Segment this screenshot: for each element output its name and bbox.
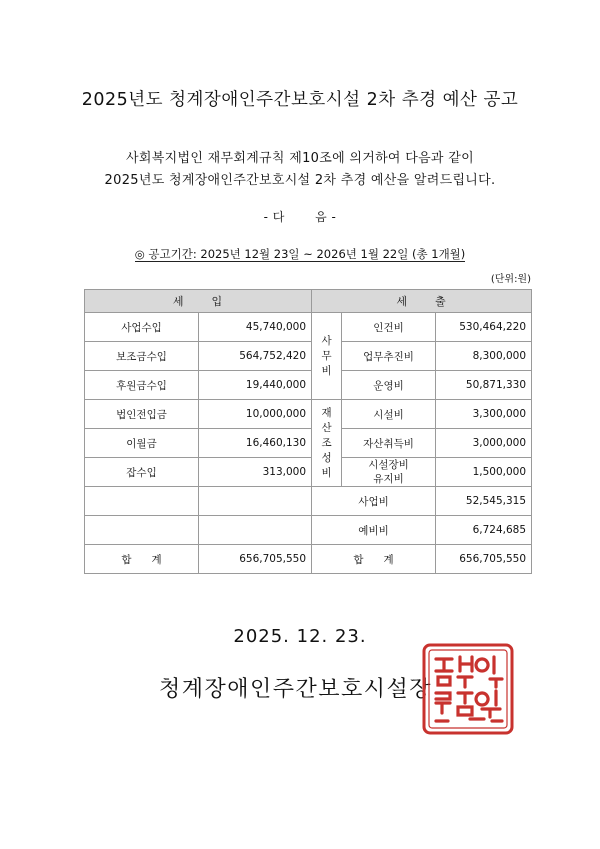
table-row: [85, 429, 532, 458]
table-row: [85, 458, 532, 487]
expense-label: 운영비: [342, 371, 436, 400]
expense-amount: 52,545,315: [436, 487, 532, 516]
expense-total-amount: 656,705,550: [436, 545, 532, 574]
income-header: 세 입: [85, 290, 312, 313]
notice-date: 2025. 12. 23.: [233, 626, 367, 647]
expense-amount: 530,464,220: [436, 313, 532, 342]
empty-cell: [199, 516, 312, 545]
table-row: [85, 400, 532, 429]
expense-label-line: 유지비: [373, 473, 404, 485]
group-char: 사: [321, 334, 332, 347]
group-char: 무: [321, 349, 332, 362]
expense-label: [342, 458, 436, 487]
table-row: [85, 313, 532, 342]
total-row: [85, 545, 532, 574]
expense-total-label: 합 계: [312, 545, 436, 574]
table-row: [85, 371, 532, 400]
income-amount: 313,000: [199, 458, 312, 487]
empty-cell: [85, 516, 199, 545]
group-char: 조: [321, 436, 332, 449]
table-row: [85, 342, 532, 371]
income-label: 법인전입금: [85, 400, 199, 429]
organization-name: 청계장애인주간보호시설장: [159, 677, 433, 702]
intro-line-1: 사회복지법인 재무회계규칙 제10조에 의거하여 다음과 같이: [126, 151, 474, 166]
group-char: 비: [321, 364, 332, 377]
table-row: [85, 516, 532, 545]
official-seal-icon: [420, 641, 516, 737]
notice-period: [0, 246, 600, 262]
group-char: 재: [321, 406, 332, 419]
expense-amount: 3,000,000: [436, 429, 532, 458]
expense-amount: 8,300,000: [436, 342, 532, 371]
income-total-amount: 656,705,550: [199, 545, 312, 574]
table-header-row: [85, 290, 532, 313]
unit-label: (단위:원): [490, 274, 531, 285]
group-char: 비: [321, 466, 332, 479]
document-title: 2025년도 청계장애인주간보호시설 2차 추경 예산 공고: [81, 90, 519, 110]
income-label: 후원금수입: [85, 371, 199, 400]
expense-label: 자산취득비: [342, 429, 436, 458]
group-facility-expense: [312, 400, 342, 487]
income-label: 잡수입: [85, 458, 199, 487]
expense-label: 예비비: [312, 516, 436, 545]
income-amount: 45,740,000: [199, 313, 312, 342]
expense-amount: 3,300,000: [436, 400, 532, 429]
group-char: 성: [321, 451, 332, 464]
expense-label: 시설비: [342, 400, 436, 429]
following-marker: - 다 음 -: [263, 210, 337, 224]
income-amount: 10,000,000: [199, 400, 312, 429]
intro-text: [0, 148, 600, 192]
expense-label-line: 시설장비: [368, 459, 409, 471]
income-amount: 564,752,420: [199, 342, 312, 371]
income-label: 이월금: [85, 429, 199, 458]
expense-label: 인건비: [342, 313, 436, 342]
notice-period-text: ◎ 공고기간: 2025년 12월 23일 ~ 2026년 1월 22일 (총 1개월): [134, 247, 466, 261]
expense-amount: 1,500,000: [436, 458, 532, 487]
expense-amount: 6,724,685: [436, 516, 532, 545]
expense-label: 업무추진비: [342, 342, 436, 371]
expense-amount: 50,871,330: [436, 371, 532, 400]
income-amount: 16,460,130: [199, 429, 312, 458]
table-row: [85, 487, 532, 516]
group-operating-expense: [312, 313, 342, 400]
expense-header: 세 출: [312, 290, 532, 313]
empty-cell: [199, 487, 312, 516]
expense-label: 사업비: [312, 487, 436, 516]
income-amount: 19,440,000: [199, 371, 312, 400]
income-total-label: 합 계: [85, 545, 199, 574]
budget-table: [84, 289, 532, 574]
empty-cell: [85, 487, 199, 516]
income-label: 보조금수입: [85, 342, 199, 371]
intro-line-2: 2025년도 청계장애인주간보호시설 2차 추경 예산을 알려드립니다.: [104, 173, 496, 188]
group-char: 산: [321, 421, 332, 434]
income-label: 사업수입: [85, 313, 199, 342]
